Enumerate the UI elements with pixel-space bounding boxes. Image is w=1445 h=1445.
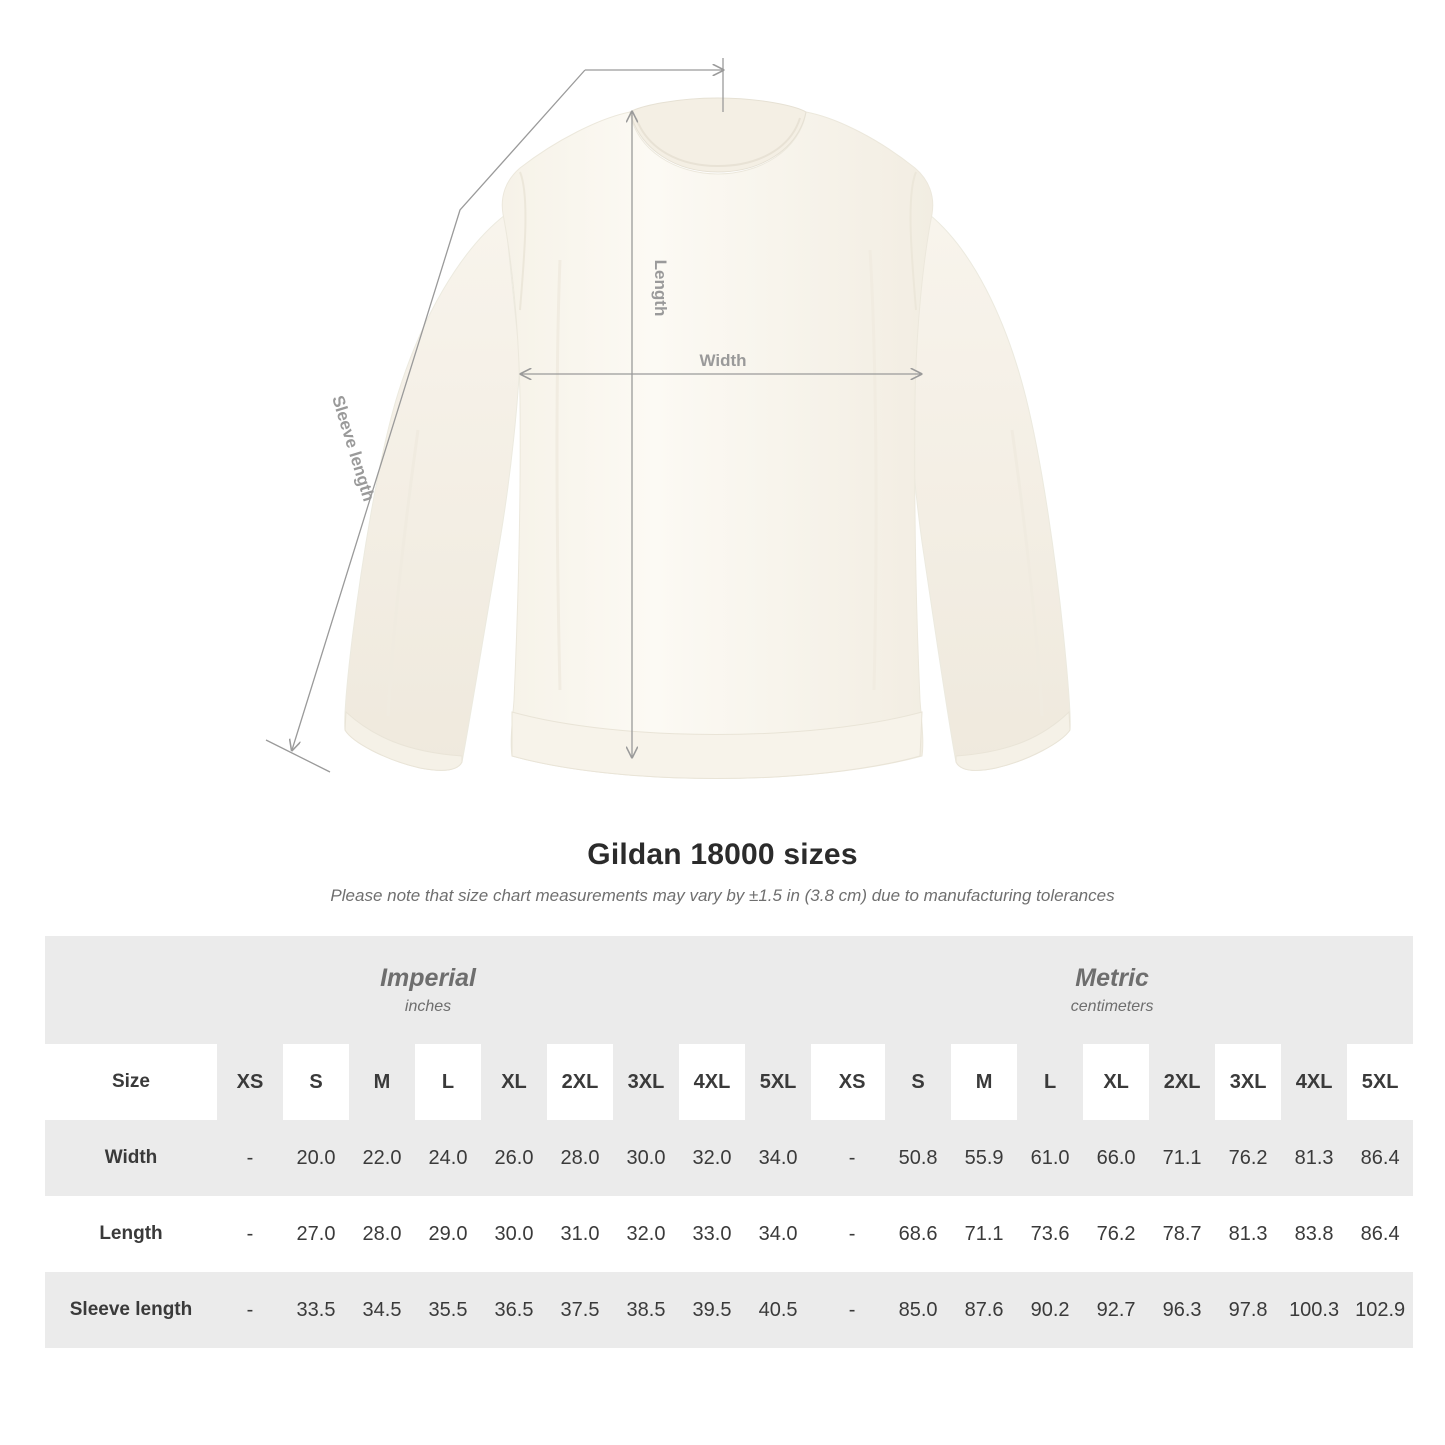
header-met-4: XL	[1083, 1044, 1149, 1120]
length-met-0: -	[819, 1196, 885, 1272]
width-met-8: 86.4	[1347, 1120, 1413, 1196]
unit-band-row	[45, 936, 1413, 1044]
header-met-8: 5XL	[1347, 1044, 1413, 1120]
length-imp-3: 29.0	[415, 1196, 481, 1272]
table-gap	[811, 1044, 819, 1120]
sweatshirt-shape	[345, 98, 1070, 779]
page-title: Gildan 18000 sizes	[587, 838, 858, 871]
sleeve-imp-1: 33.5	[283, 1272, 349, 1348]
width-met-6: 76.2	[1215, 1120, 1281, 1196]
header-imp-3: L	[415, 1044, 481, 1120]
header-imp-5: 2XL	[547, 1044, 613, 1120]
header-met-7: 4XL	[1281, 1044, 1347, 1120]
table-gap	[811, 1272, 819, 1348]
header-size-label: Size	[45, 1044, 217, 1120]
header-met-1: S	[885, 1044, 951, 1120]
sleeve-imp-8: 40.5	[745, 1272, 811, 1348]
length-imp-5: 31.0	[547, 1196, 613, 1272]
sleeve-imp-4: 36.5	[481, 1272, 547, 1348]
table-gap	[811, 1196, 819, 1272]
header-imp-2: M	[349, 1044, 415, 1120]
header-met-0: XS	[819, 1044, 885, 1120]
header-imp-1: S	[283, 1044, 349, 1120]
header-imp-0: XS	[217, 1044, 283, 1120]
sleeve-imp-6: 38.5	[613, 1272, 679, 1348]
width-met-3: 61.0	[1017, 1120, 1083, 1196]
length-met-3: 73.6	[1017, 1196, 1083, 1272]
width-met-2: 55.9	[951, 1120, 1017, 1196]
width-imp-5: 28.0	[547, 1120, 613, 1196]
header-imp-6: 3XL	[613, 1044, 679, 1120]
title-block	[0, 838, 1445, 906]
sleeve-imp-3: 35.5	[415, 1272, 481, 1348]
header-met-6: 3XL	[1215, 1044, 1281, 1120]
length-met-1: 68.6	[885, 1196, 951, 1272]
length-met-8: 86.4	[1347, 1196, 1413, 1272]
sleeve-met-6: 97.8	[1215, 1272, 1281, 1348]
width-met-0: -	[819, 1120, 885, 1196]
sleeve-met-7: 100.3	[1281, 1272, 1347, 1348]
width-met-4: 66.0	[1083, 1120, 1149, 1196]
sleeve-met-8: 102.9	[1347, 1272, 1413, 1348]
width-met-7: 81.3	[1281, 1120, 1347, 1196]
header-imp-4: XL	[481, 1044, 547, 1120]
length-met-4: 76.2	[1083, 1196, 1149, 1272]
header-imp-7: 4XL	[679, 1044, 745, 1120]
size-header-row	[45, 1044, 1413, 1120]
width-label: Width	[699, 351, 747, 370]
sleeve-imp-7: 39.5	[679, 1272, 745, 1348]
length-met-6: 81.3	[1215, 1196, 1281, 1272]
table-row	[45, 1196, 1413, 1272]
metric-unit-cell	[811, 936, 1413, 1044]
row-label-length: Length	[45, 1196, 217, 1272]
sleeve-imp-5: 37.5	[547, 1272, 613, 1348]
table-row	[45, 1120, 1413, 1196]
width-imp-7: 32.0	[679, 1120, 745, 1196]
length-imp-0: -	[217, 1196, 283, 1272]
sleeve-met-1: 85.0	[885, 1272, 951, 1348]
imperial-unit-name: Imperial	[380, 963, 476, 992]
tolerance-note: Please note that size chart measurements may vary by ±1.5 in (3.8 cm) due to manufacturing tolerances	[330, 886, 1115, 905]
width-imp-3: 24.0	[415, 1120, 481, 1196]
sleeve-met-5: 96.3	[1149, 1272, 1215, 1348]
row-label-width: Width	[45, 1120, 217, 1196]
width-imp-4: 26.0	[481, 1120, 547, 1196]
imperial-unit-cell	[45, 936, 811, 1044]
sleeve-imp-0: -	[217, 1272, 283, 1348]
length-imp-8: 34.0	[745, 1196, 811, 1272]
table-gap	[811, 1120, 819, 1196]
length-imp-1: 27.0	[283, 1196, 349, 1272]
size-table-wrap	[0, 936, 1445, 1348]
header-met-2: M	[951, 1044, 1017, 1120]
width-imp-8: 34.0	[745, 1120, 811, 1196]
imperial-unit-sub: inches	[404, 998, 452, 1016]
width-imp-0: -	[217, 1120, 283, 1196]
length-label: Length	[651, 259, 670, 317]
metric-unit-sub: centimeters	[1070, 998, 1154, 1016]
header-imp-8: 5XL	[745, 1044, 811, 1120]
metric-unit-name: Metric	[1075, 963, 1149, 992]
length-met-5: 78.7	[1149, 1196, 1215, 1272]
width-imp-1: 20.0	[283, 1120, 349, 1196]
width-imp-6: 30.0	[613, 1120, 679, 1196]
width-met-1: 50.8	[885, 1120, 951, 1196]
width-met-5: 71.1	[1149, 1120, 1215, 1196]
length-imp-2: 28.0	[349, 1196, 415, 1272]
header-met-3: L	[1017, 1044, 1083, 1120]
sleeve-length-label: Sleeve length	[328, 393, 379, 504]
length-imp-4: 30.0	[481, 1196, 547, 1272]
length-met-2: 71.1	[951, 1196, 1017, 1272]
size-table	[45, 936, 1413, 1348]
length-imp-7: 33.0	[679, 1196, 745, 1272]
header-met-5: 2XL	[1149, 1044, 1215, 1120]
sleeve-met-3: 90.2	[1017, 1272, 1083, 1348]
sleeve-met-0: -	[819, 1272, 885, 1348]
sleeve-imp-2: 34.5	[349, 1272, 415, 1348]
length-imp-6: 32.0	[613, 1196, 679, 1272]
sleeve-met-2: 87.6	[951, 1272, 1017, 1348]
length-met-7: 83.8	[1281, 1196, 1347, 1272]
row-label-sleeve-length: Sleeve length	[45, 1272, 217, 1348]
table-row	[45, 1272, 1413, 1348]
sleeve-met-4: 92.7	[1083, 1272, 1149, 1348]
width-imp-2: 22.0	[349, 1120, 415, 1196]
